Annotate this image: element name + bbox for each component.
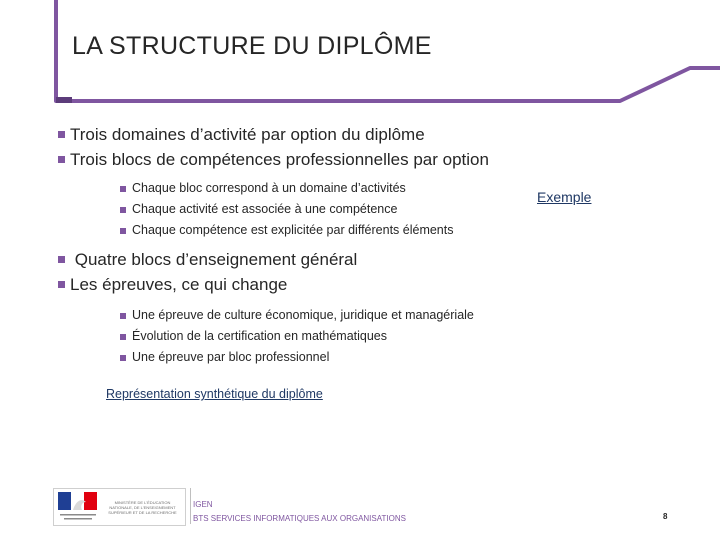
footer-org: IGEN — [193, 500, 213, 509]
bullet-exams — [58, 272, 678, 297]
page-number: 8 — [663, 512, 668, 521]
bullet-square-icon — [58, 131, 65, 138]
bullet-text: Quatre blocs d’enseignement général — [70, 250, 358, 269]
sub-bullet-text: Évolution de la certification en mathématiques — [132, 329, 388, 343]
footer-divider — [190, 488, 191, 524]
bullet-text: Trois blocs de compétences professionnelles par option — [70, 150, 489, 169]
ministry-name: MINISTÈRE DE L'ÉDUCATION NATIONALE, DE L'ENSEIGNEMENT SUPÉRIEUR ET DE LA RECHERCHE — [108, 499, 177, 515]
sub-bullet — [58, 220, 678, 241]
marianne-flag-icon — [56, 490, 100, 524]
example-link[interactable]: Exemple — [537, 189, 592, 205]
sub-bullet-text: Une épreuve de culture économique, juridique et managériale — [132, 308, 474, 322]
bullet-general-blocks — [58, 247, 678, 272]
bullet-list — [58, 122, 678, 368]
sub-bullet — [58, 305, 678, 326]
bullet-square-icon — [120, 313, 126, 319]
sub-bullet — [58, 326, 678, 347]
bullet-text: Trois domaines d’activité par option du diplôme — [70, 125, 425, 144]
bullet-text: Les épreuves, ce qui change — [70, 275, 288, 294]
slide-title: LA STRUCTURE DU DIPLÔME — [72, 32, 432, 60]
bullet-square-icon — [120, 355, 126, 361]
sub-bullet-text: Chaque activité est associée à une compétence — [132, 202, 398, 216]
bullet-square-icon — [120, 228, 126, 234]
bullet-square-icon — [58, 256, 65, 263]
bullet-square-icon — [120, 207, 126, 213]
footer-title: BTS SERVICES INFORMATIQUES AUX ORGANISATIONS — [193, 514, 406, 523]
bullet-square-icon — [58, 156, 65, 163]
ministry-logo — [53, 488, 186, 526]
bullet-square-icon — [120, 186, 126, 192]
bullet-domains — [58, 122, 678, 147]
bullet-competency-blocks — [58, 147, 678, 172]
sub-bullet-text: Chaque bloc correspond à un domaine d’activités — [132, 181, 406, 195]
synthesis-link[interactable]: Représentation synthétique du diplôme — [106, 387, 323, 401]
bullet-square-icon — [120, 334, 126, 340]
sub-bullet-text: Une épreuve par bloc professionnel — [132, 350, 330, 364]
sub-bullet-text: Chaque compétence est explicitée par différents éléments — [132, 223, 454, 237]
sub-bullet — [58, 347, 678, 368]
bullet-square-icon — [58, 281, 65, 288]
